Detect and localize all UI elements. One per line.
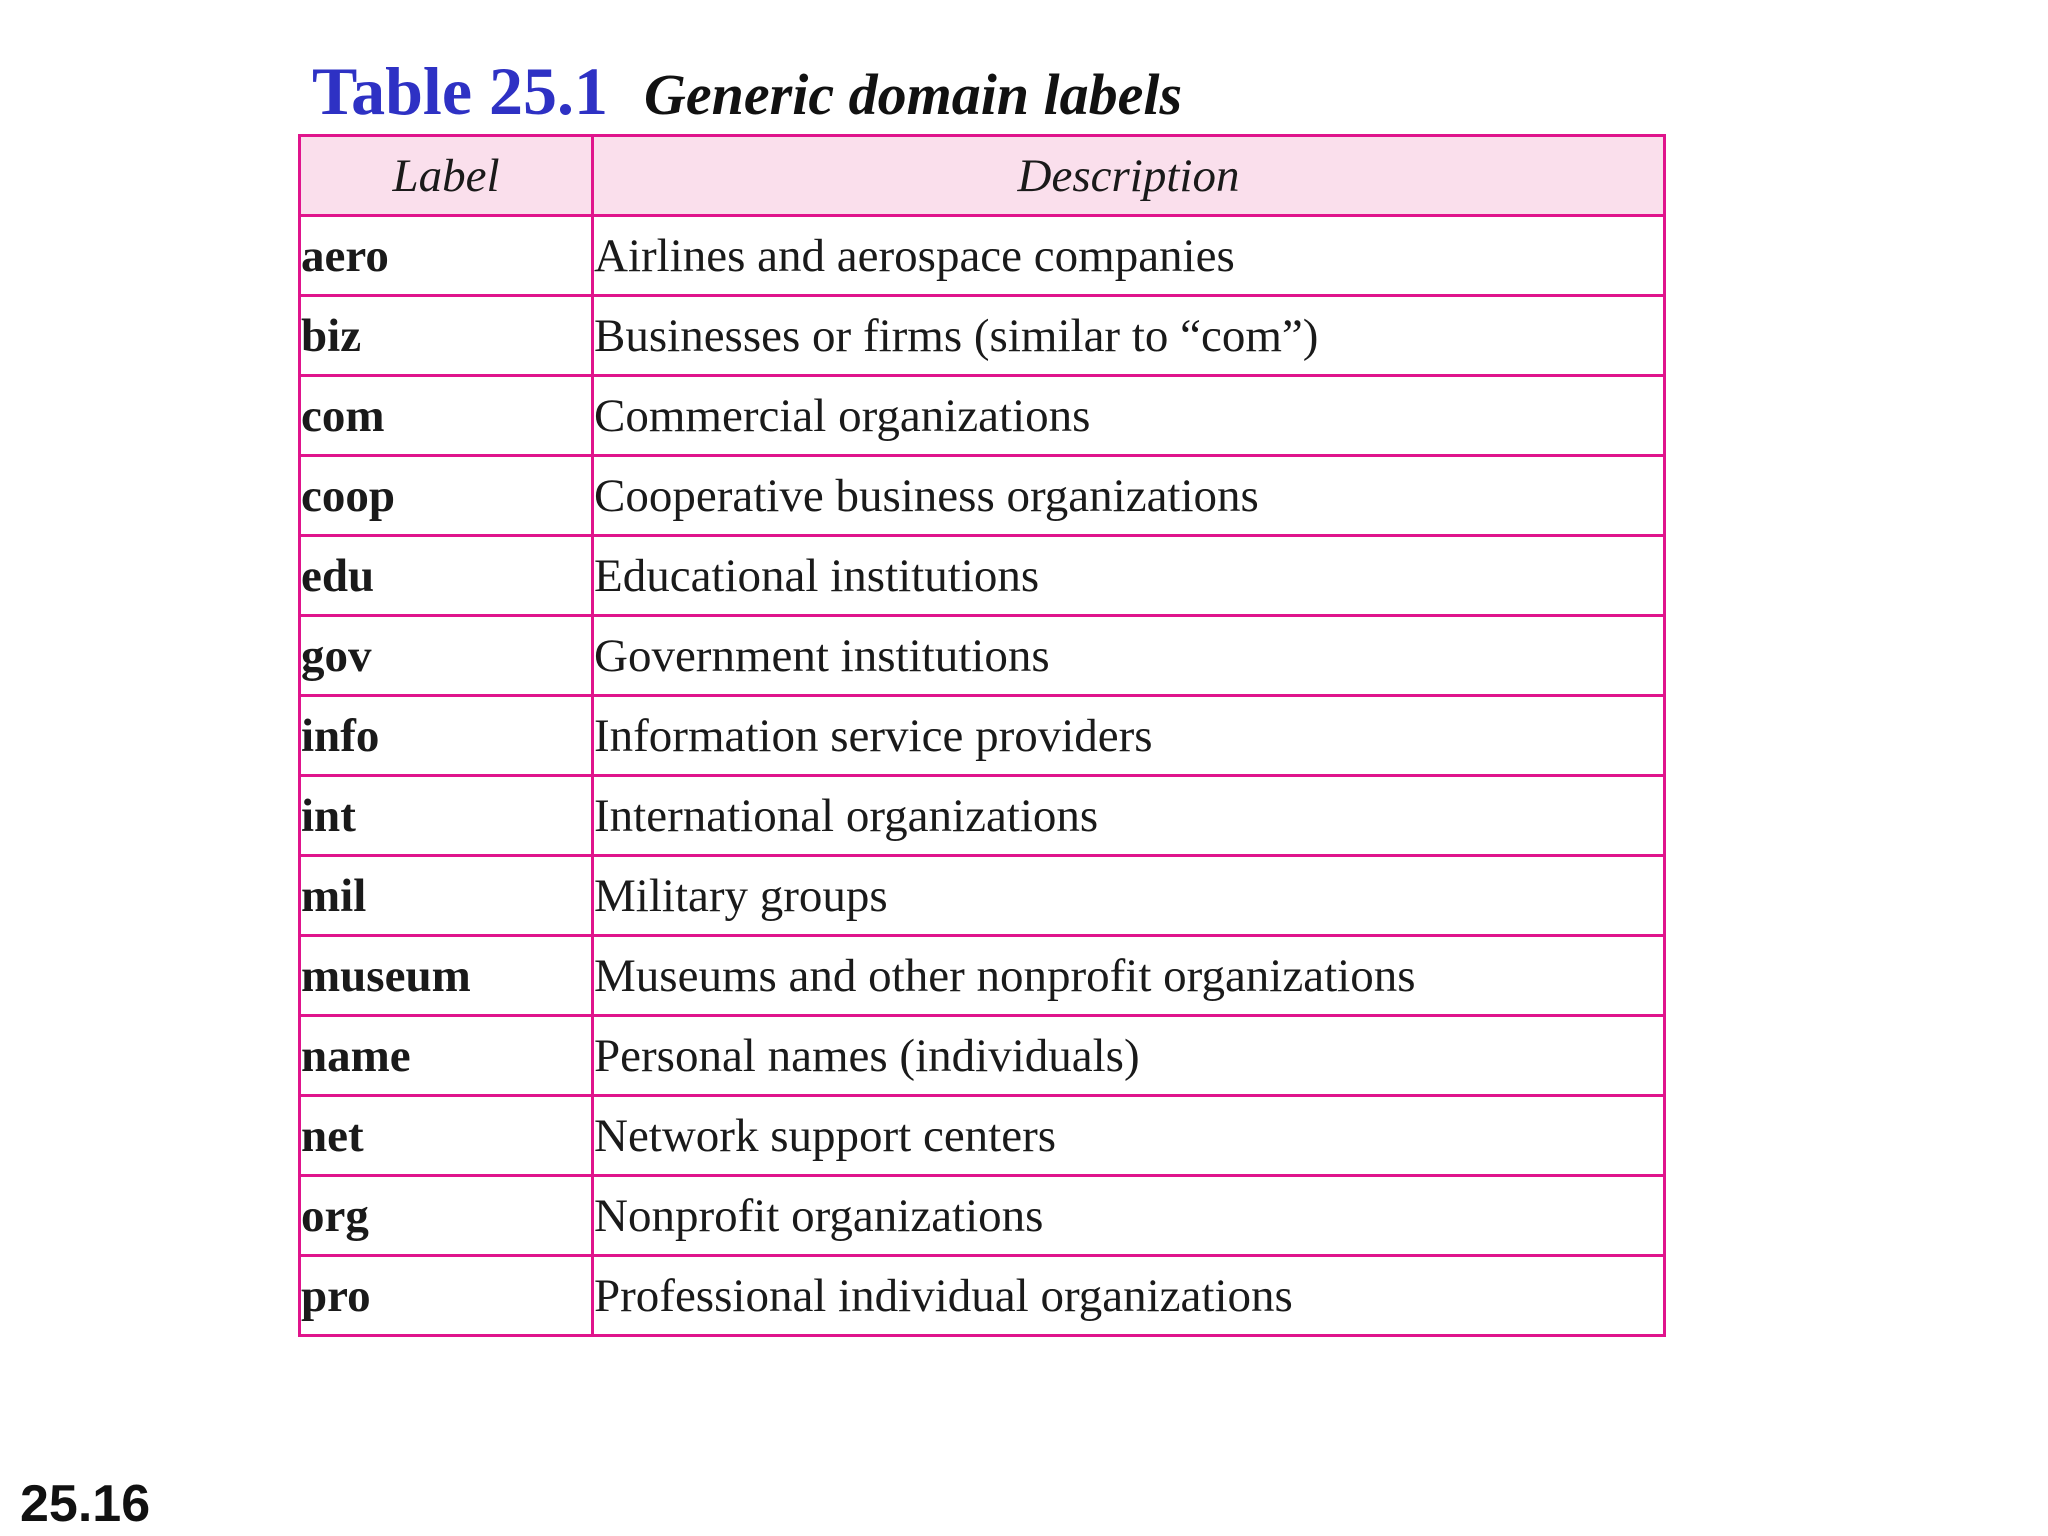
- description-cell: Network support centers: [593, 1096, 1665, 1176]
- description-cell: Personal names (individuals): [593, 1016, 1665, 1096]
- label-cell: int: [300, 776, 593, 856]
- label-cell: biz: [300, 296, 593, 376]
- table-number: Table 25.1: [312, 53, 609, 129]
- table-row: [300, 936, 1665, 1016]
- table-row: [300, 456, 1665, 536]
- label-cell: coop: [300, 456, 593, 536]
- label-cell: net: [300, 1096, 593, 1176]
- description-cell: Military groups: [593, 856, 1665, 936]
- table-row: [300, 536, 1665, 616]
- table-row: [300, 296, 1665, 376]
- label-cell: name: [300, 1016, 593, 1096]
- table-row: [300, 216, 1665, 296]
- description-cell: Businesses or firms (similar to “com”): [593, 296, 1665, 376]
- description-cell: Commercial organizations: [593, 376, 1665, 456]
- table-row: [300, 616, 1665, 696]
- description-cell: Government institutions: [593, 616, 1665, 696]
- label-cell: gov: [300, 616, 593, 696]
- table-row: [300, 856, 1665, 936]
- table-row: [300, 1016, 1665, 1096]
- table-row: [300, 376, 1665, 456]
- domain-labels-table: [298, 134, 1666, 1337]
- description-cell: Cooperative business organizations: [593, 456, 1665, 536]
- label-cell: com: [300, 376, 593, 456]
- description-cell: Museums and other nonprofit organizations: [593, 936, 1665, 1016]
- label-cell: aero: [300, 216, 593, 296]
- table-caption: [312, 52, 1182, 131]
- table-row: [300, 1256, 1665, 1336]
- label-cell: mil: [300, 856, 593, 936]
- slide-number: 25.16: [20, 1475, 151, 1533]
- label-cell: pro: [300, 1256, 593, 1336]
- table-row: [300, 696, 1665, 776]
- table-header-row: [300, 136, 1665, 216]
- table-row: [300, 1096, 1665, 1176]
- description-cell: International organizations: [593, 776, 1665, 856]
- description-cell: Professional individual organizations: [593, 1256, 1665, 1336]
- label-cell: edu: [300, 536, 593, 616]
- table-title: Generic domain labels: [644, 62, 1183, 127]
- table-row: [300, 776, 1665, 856]
- description-cell: Educational institutions: [593, 536, 1665, 616]
- label-cell: info: [300, 696, 593, 776]
- description-cell: Nonprofit organizations: [593, 1176, 1665, 1256]
- header-label: Label: [300, 136, 593, 216]
- label-cell: org: [300, 1176, 593, 1256]
- header-description: Description: [593, 136, 1665, 216]
- description-cell: Information service providers: [593, 696, 1665, 776]
- table-row: [300, 1176, 1665, 1256]
- description-cell: Airlines and aerospace companies: [593, 216, 1665, 296]
- label-cell: museum: [300, 936, 593, 1016]
